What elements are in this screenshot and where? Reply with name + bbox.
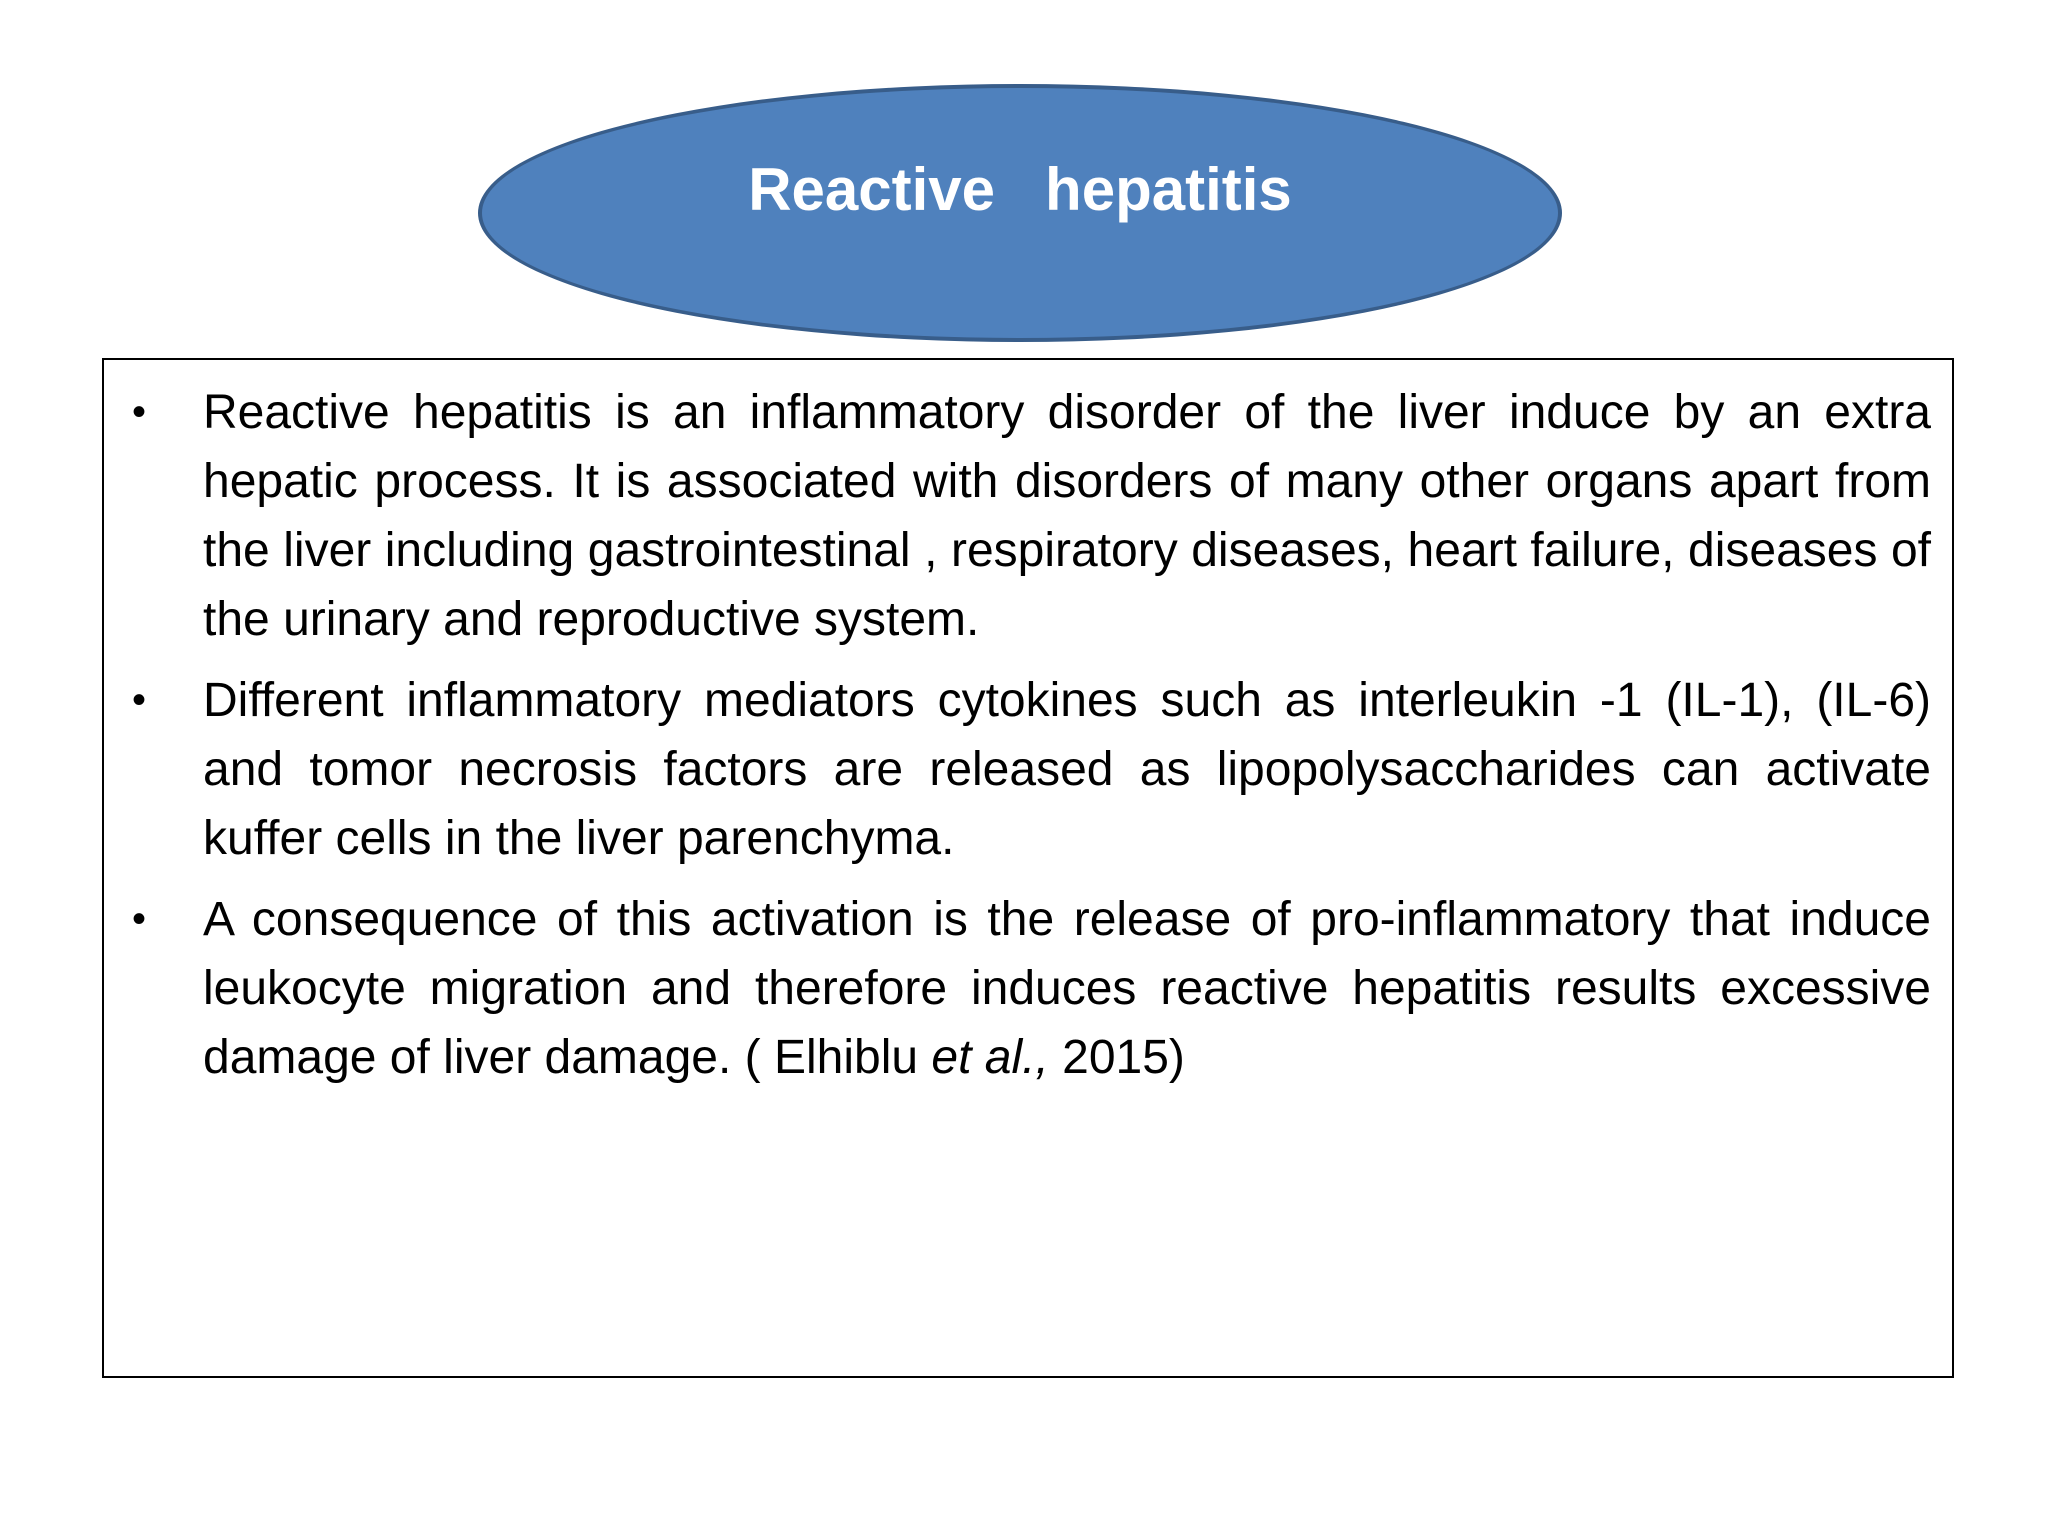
- bullet-item-1: [104, 378, 1952, 654]
- bullet-text-1: Reactive hepatitis is an inflammatory disorder of the liver induce by an extra hepatic process. It is associated with disorders of many other organs apart from the liver including gastrointestinal , respiratory diseases, heart failure, diseases of the urinary and reproductive system.: [203, 386, 1931, 646]
- bullet-dot-icon: •: [131, 897, 146, 941]
- citation-year: 2015): [1048, 1031, 1185, 1084]
- citation-et-al: et al.,: [931, 1031, 1049, 1084]
- bullet-item-2: [104, 666, 1952, 873]
- bullet-text-3: A consequence of this activation is the release of pro-inflammatory that induce leukocyte migration and therefore induces reactive hepatitis results excessive damage of liver damage. ( Elhiblu: [203, 893, 1931, 1084]
- bullet-dot-icon: •: [131, 678, 146, 722]
- title-oval: [478, 84, 1562, 342]
- bullet-dot-icon: •: [131, 390, 146, 434]
- content-box: [102, 358, 1954, 1378]
- bullet-list: [104, 378, 1952, 1104]
- bullet-item-3: [104, 885, 1952, 1092]
- bullet-text-2: Different inflammatory mediators cytokines such as interleukin -1 (IL-1), (IL-6) and tomor necrosis factors are released as lipopolysaccharides can activate kuffer cells in the liver parenchyma.: [203, 674, 1931, 865]
- slide-title: Reactive hepatitis: [748, 156, 1292, 223]
